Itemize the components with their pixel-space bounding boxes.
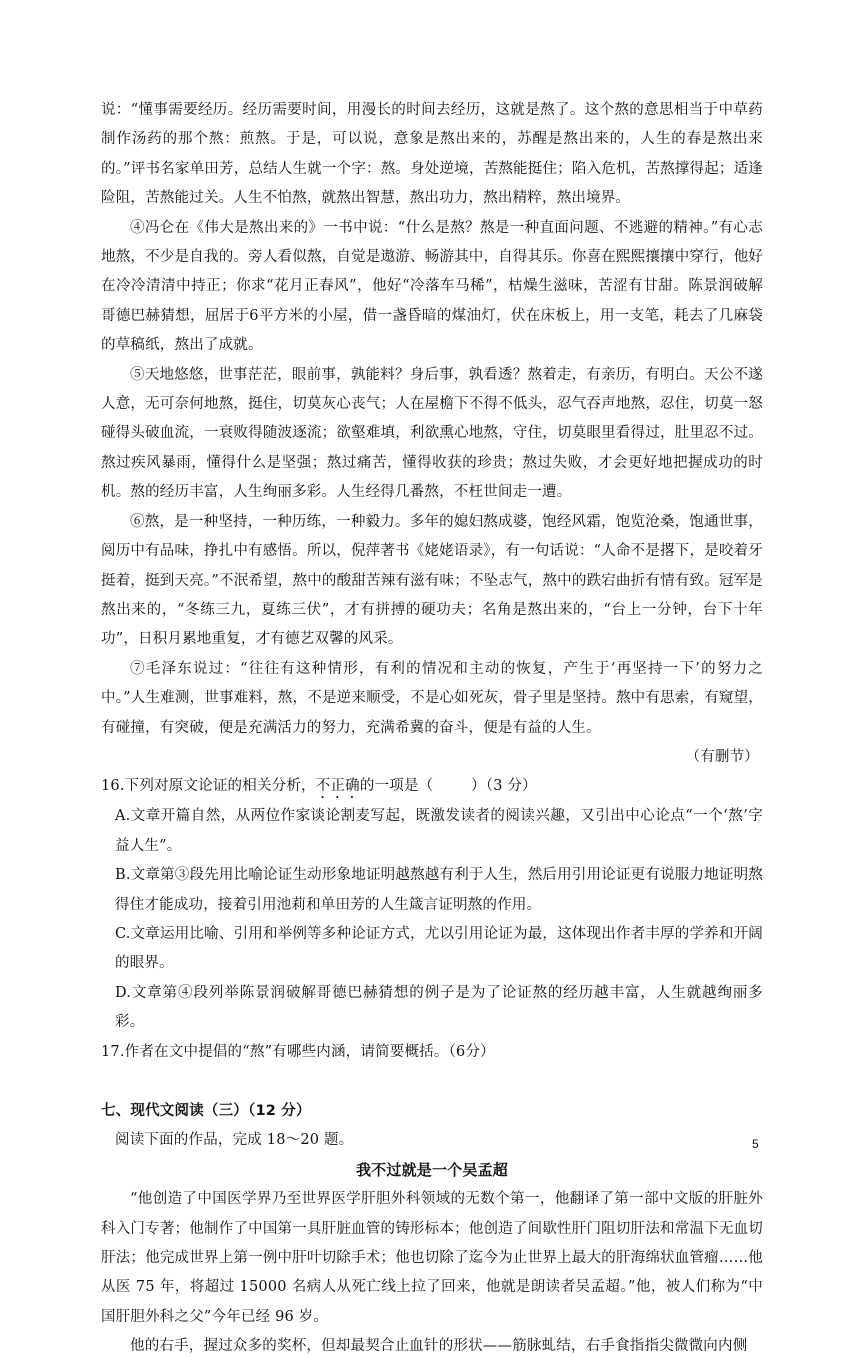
q16-stem-close: ）（3 分） bbox=[471, 778, 537, 795]
q16-stem-emphasis: 不正确 bbox=[315, 778, 360, 795]
paragraph-3-tail: 说：“懂事需要经历。经历需要时间，用漫长的时间去经历，这就是熬了。这个熬的意思相当于中草药制作汤药的那个熬：煎熬。于是，可以说，意象是熬出来的，苏醒是熬出来的，人生的春是熬出来的。”评书名家单田芳，总结人生就一个字：熬。身处逆境，苦熬能挺住；陷入危机，苦熬撑得起；适逢险阻，苦熬能过关。人生不怕熬，就熬出智慧，熬出功力，熬出精粹，熬出境界。 bbox=[101, 102, 763, 207]
page-number: 5 bbox=[752, 1137, 759, 1151]
q16-stem-before: 16.下列对原文论证的相关分析， bbox=[101, 778, 316, 795]
paragraph-6: ⑥熬，是一种坚持，一种历练，一种毅力。多年的媳妇熬成婆，饱经风霜，饱览沧桑，饱通世事，阅历中有品味，挣扎中有感悟。所以，倪萍著书《姥姥语录》，有一句话说：“人命不是撂下，是咬着牙挺着，挺到天亮。”不泯希望，熬中的酸甜苦辣有滋有味；不坠志气，熬中的跌宕曲折有情有致。冠军是熬出来的，“冬练三九，夏练三伏”，才有拼搏的硬功夫；名角是熬出来的，“台上一分钟，台下十年功”，日积月累地重复，才有德艺双馨的风采。 bbox=[101, 513, 763, 648]
option-a: A.文章开篇自然，从两位作家谈论割麦写起，既激发读者的阅读兴趣，又引出中心论点“一个‘熬’字益人生”。 bbox=[115, 808, 763, 854]
section-7-instruction: 阅读下面的作品，完成 18～20 题。 bbox=[115, 1132, 354, 1149]
paragraph-5: ⑤天地悠悠，世事茫茫，眼前事，孰能料？身后事，孰看透？熬着走，有亲历，有明白。天公不遂人意，无可奈何地熬，挺住，切莫灰心丧气；人在屋檐下不得不低头，忍气吞声地熬，忍住，切莫一怒碰得头破血流，一衰败得随波逐流；欲壑难填，利欲熏心地熬，守住，切莫眼里看得过，肚里忍不过。熬过疾风暴雨，懂得什么是坚强；熬过痛苦，懂得收获的珍贵；熬过失败，才会更好地把握成功的时机。熬的经历丰富，人生绚丽多彩。人生经得几番熬，不枉世间走一遭。 bbox=[101, 366, 763, 501]
option-d: D.文章第④段列举陈景润破解哥德巴赫猜想的例子是为了论证熬的经历越丰富，人生就越绚丽多彩。 bbox=[115, 984, 763, 1031]
question-16-stem bbox=[101, 772, 763, 802]
article-title: 我不过就是一个吴孟超 bbox=[355, 1160, 508, 1179]
document-content bbox=[101, 96, 763, 1362]
paragraph-7: ⑦毛泽东说过：“往往有这种情形，有利的情况和主动的恢复，产生于‘再坚持一下’的努力之中。”人生难测，世事难料，熬，不是逆来顺受，不是心如死灰，骨子里是坚持。熬中有思索，有窥望，有碰撞，有突破，便是充满活力的努力，充满希冀的奋斗，便是有益的人生。 bbox=[101, 660, 763, 736]
option-b: B.文章第③段先用比喻论证生动形象地证明越熬越有利于人生，然后用引用论证更有说服力地证明熬得住才能成功，接着引用池莉和单田芳的人生箴言证明熬的作用。 bbox=[115, 867, 763, 913]
abridged-note: （有删节） bbox=[685, 748, 759, 765]
article-paragraph-1: “他创造了中国医学界乃至世界医学肝胆外科领域的无数个第一，他翻译了第一部中文版的肝脏外科入门专著；他制作了中国第一具肝脏血管的铸形标本；他创造了间歇性肝门阻切肝法和常温下无血切肝法；他完成世界上第一例中肝叶切除手术；他也切除了迄今为止世界上最大的肝海绵状血管瘤……他从医 75 年，将超过 15000 名病人从死亡线上拉了回来，他就是朗读者吴孟超。”他，被人们称为“中国肝胆外科之父”今年已经 96 岁。 bbox=[101, 1191, 763, 1325]
section-7-heading: 七、现代文阅读（三）（12 分） bbox=[101, 1103, 311, 1119]
answer-space bbox=[101, 1067, 763, 1097]
article-paragraph-2: 他的右手，握过众多的奖杯，但却最契合止血针的形状——筋脉虬结，右手食指指尖微微向内侧 bbox=[130, 1338, 748, 1355]
question-17-stem: 17.作者在文中提倡的“熬”有哪些内涵，请简要概括。（6分） bbox=[101, 1043, 495, 1060]
option-c: C.文章运用比喻、引用和举例等多种论证方式，尤以引用论证为最，这体现出作者丰厚的学养和开阔的眼界。 bbox=[115, 925, 763, 972]
q16-stem-after: 的一项是（ bbox=[359, 778, 434, 795]
paragraph-4: ④冯仑在《伟大是熬出来的》一书中说：“什么是熬？熬是一种直面问题、不逃避的精神。”有心志地熬，不少是自我的。旁人看似熬，自觉是遨游、畅游其中，自得其乐。你喜在熙熙攘攘中穿行，他好在冷冷清清中持正；你求“花月正春风”，他好“冷落车马稀”，枯燥生滋味，苦涩有甘甜。陈景润破解哥德巴赫猜想，屈居于6平方米的小屋，借一盏昏暗的煤油灯，伏在床板上，用一支笔，耗去了几麻袋的草稿纸，熬出了成就。 bbox=[101, 219, 763, 354]
